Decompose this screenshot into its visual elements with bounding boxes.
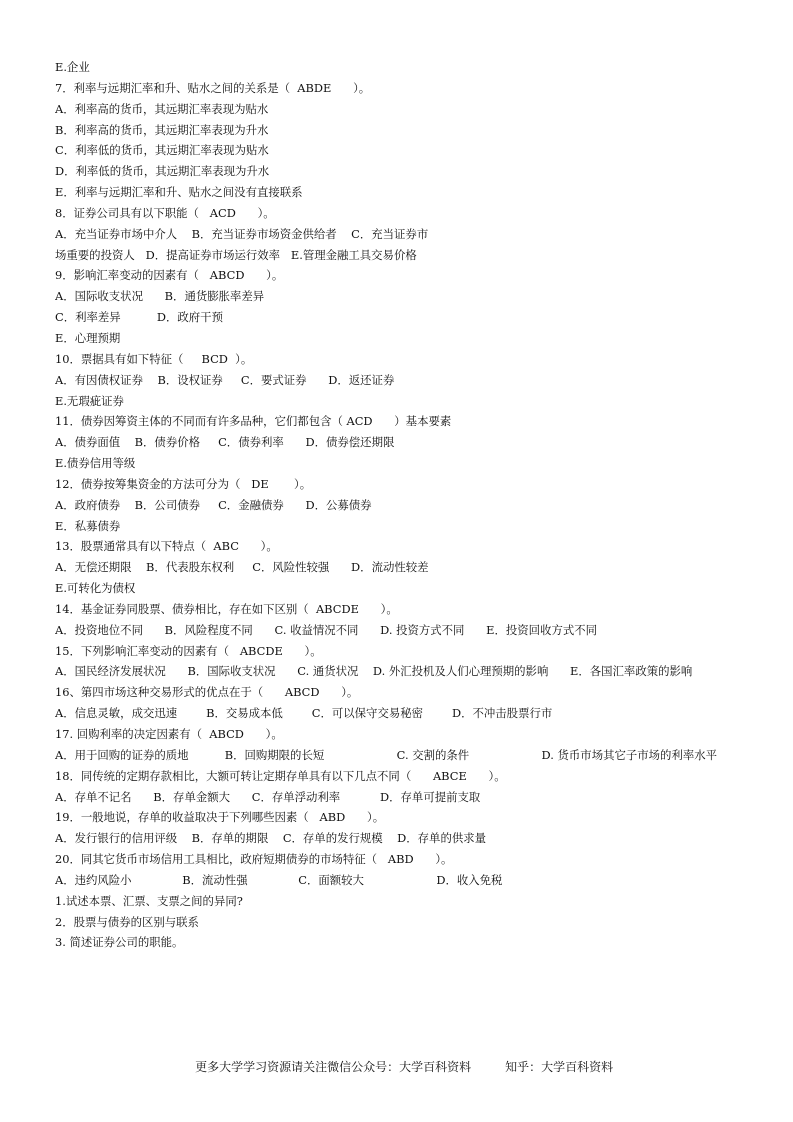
text-line: 8．证券公司具有以下职能（ ACD ）。 [55,205,275,220]
text-line: 15．下列影响汇率变动的因素有（ ABCDE ）。 [55,643,322,658]
text-line: 10．票据具有如下特征（ BCD ）。 [55,351,253,366]
text-line: E.企业 [55,60,90,74]
text-line: E．心理预期 [55,330,121,345]
document-body [55,57,775,953]
footer-zhihu-note: 知乎：大学百科资料 [505,1060,614,1074]
text-line: A．发行银行的信用评级 B．存单的期限 C．存单的发行规模 D．存单的供求量 [55,831,487,846]
text-line: 13．股票通常具有以下特点（ ABC ）。 [55,539,278,554]
text-line: C．利率低的货币，其远期汇率表现为贴水 [55,143,269,158]
text-line: 1.试述本票、汇票、支票之间的异同? [55,893,243,908]
text-line: 18．同传统的定期存款相比，大额可转让定期存单具有以下几点不同（ ABCE ）。 [55,768,506,783]
text-line: 2．股票与债券的区别与联系 [55,914,199,929]
text-line: A．无偿还期限 B．代表股东权利 C．风险性较强 D．流动性较差 [55,560,429,575]
text-line: D．利率低的货币，其远期汇率表现为升水 [55,164,270,179]
text-line: A．违约风险小 B．流动性强 C．面额较大 D．收入免税 [55,872,503,887]
text-line: A．充当证券市场中介人 B．充当证券市场资金供给者 C．充当证券市 [55,226,429,241]
text-line: 14．基金证券同股票、债券相比，存在如下区别（ ABCDE ）。 [55,601,398,616]
text-line: 19．一般地说，存单的收益取决于下列哪些因素（ ABD ）。 [55,810,385,825]
text-line: E.无瑕疵证券 [55,393,124,408]
text-line: E.债券信用等级 [55,456,136,471]
text-line: E．利率与远期汇率和升、贴水之间没有直接联系 [55,185,303,200]
text-line: C．利率差异 D．政府干预 [55,310,223,325]
text-line: A．国民经济发展状况 B．国际收支状况 C. 通货状况 D. 外汇投机及人们心理预期的影响 E．各国汇率政策的影响 [55,664,693,679]
text-line: A．存单不记名 B．存单金额大 C．存单浮动利率 D．存单可提前支取 [55,789,481,804]
text-line: 场重要的投资人 D．提高证券市场运行效率 E.管理金融工具交易价格 [55,247,417,262]
text-line: A．用于回购的证券的质地 B．回购期限的长短 C. 交割的条件 D. 货币市场其它子市场的利率水平 [55,747,717,762]
text-line: 12．债券按筹集资金的方法可分为（ DE ）。 [55,476,312,491]
text-line: E.可转化为债权 [55,581,136,596]
page-footer [0,1044,793,1089]
text-line: 11．债券因筹资主体的不同而有许多品种，它们都包含（ ACD ）基本要素 [55,414,452,429]
text-line: B．利率高的货币，其远期汇率表现为升水 [55,122,269,137]
text-line: 9．影响汇率变动的因素有（ ABCD ）。 [55,268,284,283]
text-line: 3. 简述证券公司的职能。 [55,935,184,950]
text-line: A．政府债券 B．公司债券 C．金融债券 D．公募债券 [55,497,372,512]
text-line: E．私募债券 [55,518,121,533]
text-line: A．信息灵敏，成交迅速 B．交易成本低 C．可以保守交易秘密 D．不冲击股票行市 [55,706,553,721]
text-line: A．有因债权证券 B．设权证券 C．要式证券 D．返还证券 [55,372,395,387]
text-line: A．投资地位不同 B．风险程度不同 C. 收益情况不同 D. 投资方式不同 E．投资回收方式不同 [55,622,598,637]
text-line: 7．利率与远期汇率和升、贴水之间的关系是（ ABDE ）。 [55,80,371,95]
text-line: 16、第四市场这种交易形式的优点在于（ ABCD ）。 [55,685,359,700]
text-line: 20．同其它货币市场信用工具相比，政府短期债券的市场特征（ ABD ）。 [55,852,453,867]
footer-wechat-note: 更多大学学习资源请关注微信公众号：大学百科资料 [195,1060,472,1074]
text-line: 17. 回购利率的决定因素有（ ABCD ）。 [55,727,283,741]
text-line: A．债券面值 B．债券价格 C．债券利率 D．债券偿还期限 [55,435,395,450]
text-line: A．国际收支状况 B．通货膨胀率差异 [55,289,265,304]
text-line: A．利率高的货币，其远期汇率表现为贴水 [55,101,269,116]
